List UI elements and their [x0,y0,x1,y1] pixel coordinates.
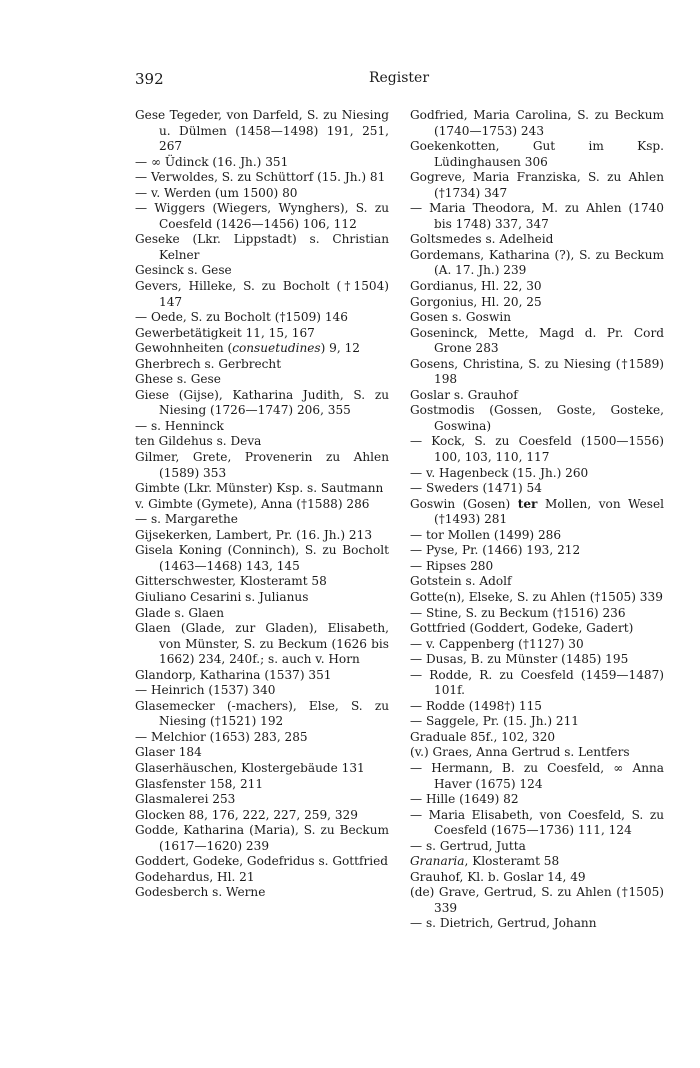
index-entry: — Stine, S. zu Beckum (†1516) 236 [410,605,626,620]
index-entry: Glasfenster 158, 211 [135,776,264,791]
index-entry: Glaserhäuschen, Klostergebäude 131 [135,760,365,775]
index-entry: Geseke (Lkr. Lippstadt) s. Christian Kelner [135,232,389,262]
index-entry: Gilmer, Grete, Provenerin zu Ahlen (1589) 353 [135,450,389,480]
index-entry: Gevers, Hilleke, S. zu Bocholt (†1504) 147 [135,279,389,309]
index-entry: Gottfried (Goddert, Godeke, Gadert) [410,621,634,636]
index-entry: Giuliano Cesarini s. Julianus [135,589,309,604]
index-entry: — Kock, S. zu Coesfeld (1500—1556) 100, 103, 110, 117 [410,434,664,465]
index-entry: — s. Henninck [135,418,224,433]
index-entry: Glandorp, Katharina (1537) 351 [135,667,332,682]
index-entry: — Heinrich (1537) 340 [135,683,276,698]
index-column-right [410,108,664,932]
index-entry: — ∞ Üdinck (16. Jh.) 351 [135,154,289,169]
index-entry: Godesberch s. Werne [135,885,266,900]
index-entry: — Saggele, Pr. (15. Jh.) 211 [410,714,579,729]
index-entry: — Verwoldes, S. zu Schüttorf (15. Jh.) 81 [135,170,386,185]
index-entry: Goddert, Godeke, Godefridus s. Gottfried [135,854,389,869]
index-entry: Grauhof, Kl. b. Goslar 14, 49 [410,869,586,884]
index-entry: Gordianus, Hl. 22, 30 [410,279,542,294]
index-entry: Goseninck, Mette, Magd d. Pr. Cord Grone 283 [410,325,664,356]
index-entry: Godehardus, Hl. 21 [135,869,255,884]
index-entry: — Rodde, R. zu Coesfeld (1459—1487) 101f. [410,667,664,698]
page-number: 392 [135,70,164,88]
page-header [135,70,663,92]
index-entry: Gorgonius, Hl. 20, 25 [410,294,542,309]
index-entry: Ghese s. Gese [135,372,221,387]
index-entry: (de) Grave, Gertrud, S. zu Ahlen (†1505) 339 [410,885,664,915]
index-entry: Gotstein s. Adolf [410,574,512,589]
index-entry: Gisela Koning (Conninch), S. zu Bocholt (1463—1468) 143, 145 [135,543,389,573]
index-entry: — Sweders (1471) 54 [410,481,542,496]
index-entry: v. Gimbte (Gymete), Anna (†1588) 286 [135,496,370,511]
index-entry: — Hille (1649) 82 [410,792,519,807]
index-entry: — s. Gertrud, Jutta [410,838,526,853]
index-entry: — s. Dietrich, Gertrud, Johann [410,916,597,931]
index-entry: Glade s. Glaen [135,605,225,620]
index-entry: Gosens, Christina, S. zu Niesing (†1589) 198 [410,356,664,387]
index-entry: Goslar s. Grauhof [410,387,518,402]
index-entry: — Maria Elisabeth, von Coesfeld, S. zu Coesfeld (1675—1736) 111, 124 [410,807,664,838]
index-entry: Giese (Gijse), Katharina Judith, S. zu Niesing (1726—1747) 206, 355 [135,387,389,418]
index-entry: — Oede, S. zu Bocholt (†1509) 146 [135,310,348,325]
index-entry: — Melchior (1653) 283, 285 [135,729,308,744]
index-entry: Graduale 85f., 102, 320 [410,729,556,744]
index-entry: (v.) Graes, Anna Gertrud s. Lentfers [410,745,630,760]
index-entry: Glaen (Glade, zur Gladen), Elisabeth, von Münster, S. zu Beckum (1626 bis 1662) 234, 240f.; s. auch v. Horn [135,621,389,667]
index-entry: Godde, Katharina (Maria), S. zu Beckum (1617—1620) 239 [135,823,389,853]
index-entry: Glasmalerei 253 [135,792,236,807]
index-entry: — Pyse, Pr. (1466) 193, 212 [410,543,581,558]
index-entry: Glaser 184 [135,745,202,760]
index-entry: Gosen s. Goswin [410,310,511,325]
index-entry: — Ripses 280 [410,558,494,573]
index-entry: Gherbrech s. Gerbrecht [135,356,282,371]
index-column-left [135,108,389,901]
index-entry: Gewohnheiten (consuetudines) 9, 12 [135,341,360,356]
index-entry: — Dusas, B. zu Münster (1485) 195 [410,652,629,667]
index-entry: Granaria, Klosteramt 58 [410,854,560,869]
index-entry: Gordemans, Katharina (?), S. zu Beckum (A. 17. Jh.) 239 [410,247,664,278]
index-entry: Glocken 88, 176, 222, 227, 259, 329 [135,807,358,822]
index-entry: Gesinck s. Gese [135,263,232,278]
index-entry: — v. Hagenbeck (15. Jh.) 260 [410,465,589,480]
index-entry: ten Gildehus s. Deva [135,434,262,449]
index-entry: Gotte(n), Elseke, S. zu Ahlen (†1505) 339 [410,589,663,604]
index-entry: Gese Tegeder, von Darfeld, S. zu Niesing u. Dülmen (1458—1498) 191, 251, 267 [135,108,389,154]
index-entry: Gimbte (Lkr. Münster) Ksp. s. Sautmann [135,481,384,496]
index-entry: — Wiggers (Wiegers, Wynghers), S. zu Coesfeld (1426—1456) 106, 112 [135,201,389,231]
running-head: Register [368,70,430,86]
index-entry: Goswin (Gosen) ter Mollen, von Wesel (†1493) 281 [410,496,664,527]
index-entry: Gijsekerken, Lambert, Pr. (16. Jh.) 213 [135,527,373,542]
index-entry: — Hermann, B. zu Coesfeld, ∞ Anna Haver (1675) 124 [410,760,664,791]
index-entry: Glasemecker (-machers), Else, S. zu Niesing (†1521) 192 [135,698,389,729]
index-entry: — Rodde (1498†) 115 [410,698,542,713]
index-entry: Gogreve, Maria Franziska, S. zu Ahlen (†1734) 347 [410,170,664,200]
index-entry: Gostmodis (Gossen, Goste, Gosteke, Goswina) [410,403,664,433]
index-entry: — tor Mollen (1499) 286 [410,527,562,542]
index-entry: — s. Margarethe [135,512,238,527]
index-entry: Gitterschwester, Klosteramt 58 [135,574,327,589]
index-entry: Goltsmedes s. Adelheid [410,232,554,247]
index-entry: — v. Cappenberg (†1127) 30 [410,636,584,651]
index-entry: Godfried, Maria Carolina, S. zu Beckum (1740—1753) 243 [410,108,664,138]
index-entry: — Maria Theodora, M. zu Ahlen (1740 bis 1748) 337, 347 [410,201,664,231]
index-entry: — v. Werden (um 1500) 80 [135,185,298,200]
index-entry: Gewerbetätigkeit 11, 15, 167 [135,325,315,340]
index-entry: Goekenkotten, Gut im Ksp. Lüdinghausen 306 [410,139,664,169]
